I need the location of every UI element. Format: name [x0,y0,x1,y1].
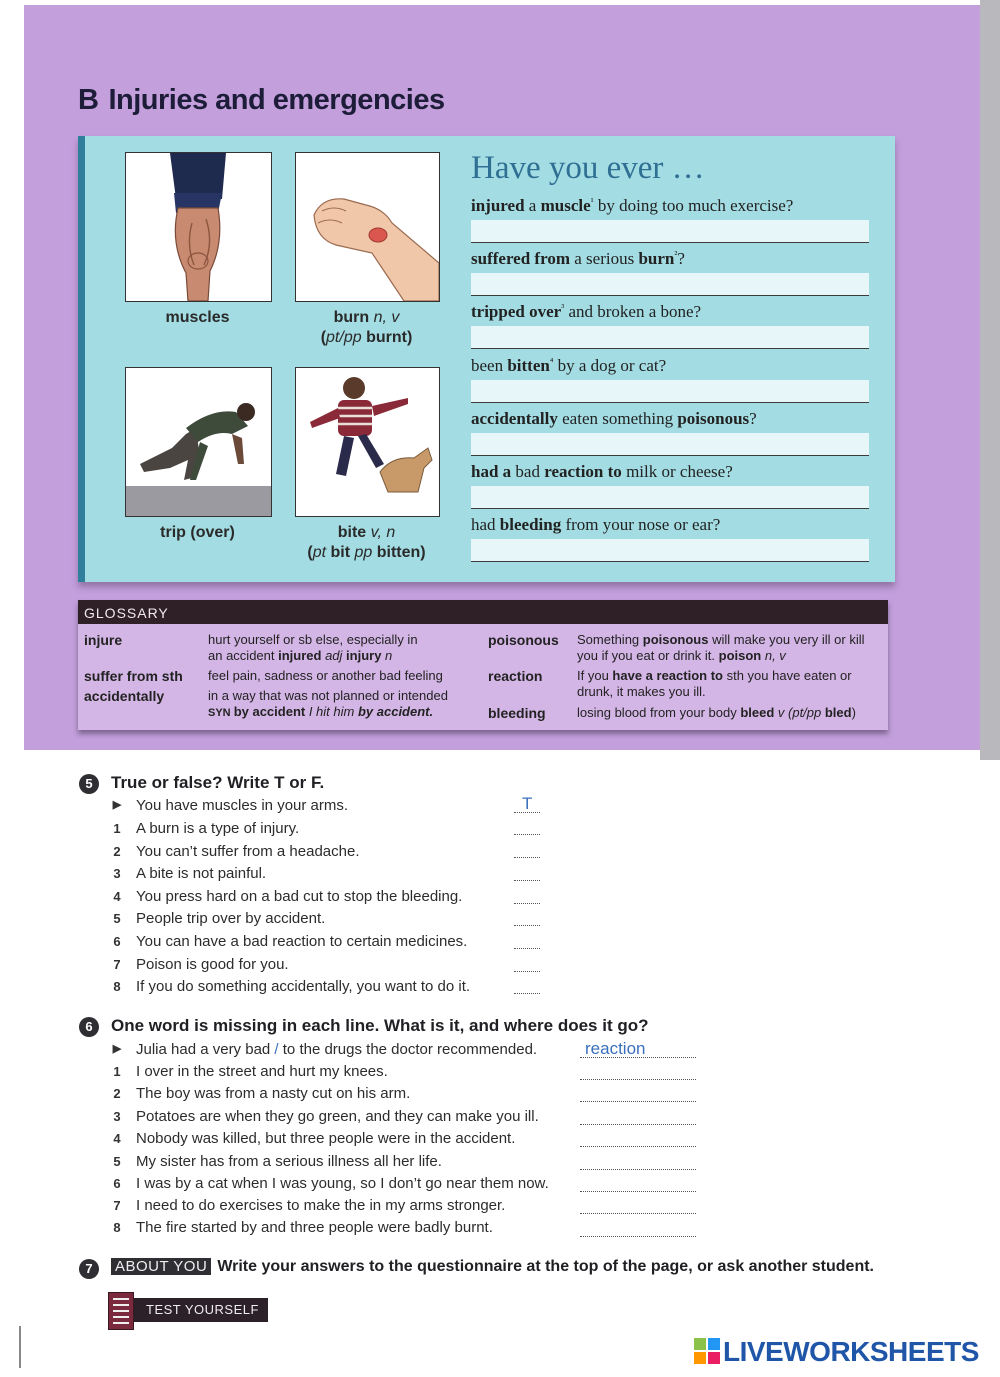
answer-blank[interactable] [514,880,540,881]
caption-burn-word: burn [333,309,370,326]
exercise-6-item: The boy was from a nasty cut on his arm. [136,1085,411,1102]
answer-blank[interactable] [514,812,540,813]
picture-bite [295,367,440,517]
item-number: 2 [113,1086,121,1101]
test-yourself-button[interactable]: TEST YOURSELF [112,1298,268,1322]
caption-burn-forms: burnt [366,329,407,346]
caption-burn-pos: n, v [373,309,400,326]
answer-blank[interactable] [580,1236,696,1237]
section-title-text: Injuries and emergencies [108,84,445,116]
glossary-term: reaction [488,668,543,684]
glossary-term: bleeding [488,705,546,721]
exercise-5-item: A burn is a type of injury. [136,820,300,837]
answer-blank[interactable] [580,1124,696,1125]
example-marker: ▶ [112,1043,122,1055]
liveworksheets-text: LIVEWORKSHEETS [723,1336,979,1367]
page-edge-shadow [980,0,1000,760]
glossary-term: poisonous [488,632,559,648]
exercise-5-item: You press hard on a bad cut to stop the bleeding. [136,888,463,905]
exercise-6-item: My sister has from a serious illness all her life. [136,1153,442,1170]
item-number: 1 [113,821,121,836]
answer-blank[interactable] [514,903,540,904]
item-number: 7 [113,1198,121,1213]
question-6: had a bad reaction to milk or cheese? [471,462,733,481]
exercise-6-item: Nobody was killed, but three people were in the accident. [136,1130,516,1147]
answer-blank[interactable] [514,857,540,858]
answer-blank[interactable] [580,1079,696,1080]
exercise-6-example: Julia had a very bad / to the drugs the doctor recommended. [136,1041,538,1058]
notebook-icon [108,1292,134,1330]
section-letter: B [78,84,99,116]
answer-field-1[interactable] [471,220,869,243]
burnt-hand-illustration [296,153,439,301]
answer-blank[interactable] [514,948,540,949]
glossary [78,600,888,730]
item-number: 5 [113,911,121,926]
tripping-man-illustration [126,368,271,516]
exercise-5-item: Poison is good for you. [136,956,289,973]
picture-muscles [125,152,272,302]
answer-blank[interactable] [514,925,540,926]
answer-blank[interactable] [580,1057,696,1058]
exercise-6-item: I was by a cat when I was young, so I don’t go near them now. [136,1175,549,1192]
answer-field-6[interactable] [471,486,869,509]
caption-burn: burn n, v (pt/pp burnt) [320,309,413,346]
answer-field-4[interactable] [471,380,869,403]
exercise-7-title [111,1258,874,1276]
exercise-5-item: You can have a bad reaction to certain medicines. [136,933,468,950]
item-number: 5 [113,1154,121,1169]
glossary-term: injure [84,632,123,648]
question-1: injured a muscle$^{^1}$ by doing too much exercise? [471,196,794,215]
liveworksheets-logo [694,1336,979,1368]
page-edge-line [19,1326,21,1368]
liveworksheets-icon [694,1338,720,1364]
glossary-definition: Something poisonous will make you very ill or kill you if you eat or drink it. poison n, v [577,632,865,663]
exercise-6-item: The fire started by and three people were badly burnt. [136,1219,493,1236]
answer-field-5[interactable] [471,433,869,456]
glossary-definition: losing blood from your body bleed v (pt/pp bled) [577,705,856,720]
item-number: 2 [113,844,121,859]
exercise-7-number: 7 [79,1259,99,1279]
legs-illustration [126,153,271,301]
answer-field-7[interactable] [471,539,869,562]
item-number: 7 [113,957,121,972]
answer-blank[interactable] [514,993,540,994]
dog-bite-illustration [296,368,439,516]
item-number: 6 [113,934,121,949]
exercise-6-number: 6 [79,1017,99,1037]
caption-bite: bite v, n (pt bit pp bitten) [307,524,426,561]
caption-trip: trip (over) [160,524,235,541]
exercise-6-item: Potatoes are when they go green, and they can make you ill. [136,1108,539,1125]
exercise-6-item: I need to do exercises to make the in my arms stronger. [136,1197,506,1214]
answer-field-2[interactable] [471,273,869,296]
answer-blank[interactable] [514,971,540,972]
exercise-5-title: True or false? Write T or F. [111,773,325,792]
caption-bite-pp: bitten [376,544,421,561]
answer-field-3[interactable] [471,326,869,349]
caption-muscles: muscles [165,309,230,326]
exercise-5-number: 5 [79,774,99,794]
exercise-7-text: Write your answers to the questionnaire at the top of the page, or ask another student. [217,1258,874,1275]
answer-blank[interactable] [580,1213,696,1214]
glossary-definition: If you have a reaction to sth you have eaten or drunk, it makes you ill. [577,668,852,699]
example-marker: ▶ [112,799,122,811]
answer-blank[interactable] [580,1101,696,1102]
glossary-definition: in a way that was not planned or intended SYN by accident I hit him by accident. [208,688,448,719]
item-number: 4 [113,1131,121,1146]
answer-blank[interactable] [580,1191,696,1192]
exercise-5-item: A bite is not painful. [136,865,267,882]
questionnaire-title: Have you ever … [471,150,705,186]
picture-trip [125,367,272,517]
caption-bite-word: bite [337,524,367,541]
caption-bite-pt-label: pt [312,544,327,561]
item-number: 8 [113,1220,121,1235]
section-title [78,84,445,117]
glossary-definition: feel pain, sadness or another bad feeling [208,668,443,683]
picture-burn [295,152,440,302]
question-5: accidentally eaten something poisonous? [471,409,757,428]
answer-blank[interactable] [580,1146,696,1147]
glossary-heading: GLOSSARY [78,600,888,624]
item-number: 1 [113,1064,121,1079]
question-4: been bitten$^{^4}$ by a dog or cat? [471,356,667,375]
item-number: 4 [113,889,121,904]
item-number: 8 [113,979,121,994]
caption-bite-pos: v, n [370,524,396,541]
answer-blank[interactable] [514,834,540,835]
answer-blank[interactable] [580,1169,696,1170]
about-you-tag: ABOUT YOU [111,1258,211,1275]
glossary-term: accidentally [84,688,165,704]
exercise-5-item: If you do something accidentally, you want to do it. [136,978,471,995]
item-number: 3 [113,1109,121,1124]
exercise-5-example-answer: T [522,794,533,813]
exercise-6-title: One word is missing in each line. What is it, and where does it go? [111,1016,649,1035]
question-3: tripped over$^{^3}$ and broken a bone? [471,302,702,321]
caption-bite-pp-label: pp [354,544,373,561]
glossary-term: suffer from sth [84,668,183,684]
glossary-definition: hurt yourself or sb else, especially in an accident injured adj injury n [208,632,418,663]
exercise-5-item: People trip over by accident. [136,910,326,927]
question-2: suffered from a serious burn$^{^2}$? [471,249,685,268]
exercise-6-example-answer: reaction [585,1039,646,1058]
exercise-5-example: You have muscles in your arms. [136,797,349,814]
item-number: 6 [113,1176,121,1191]
exercise-5-item: You can’t suffer from a headache. [136,843,360,860]
item-number: 3 [113,866,121,881]
caption-burn-forms-label: pt/pp [326,329,362,346]
caption-bite-pt: bit [330,544,351,561]
exercise-6-item: I over in the street and hurt my knees. [136,1063,388,1080]
question-7: had bleeding from your nose or ear? [471,515,721,534]
